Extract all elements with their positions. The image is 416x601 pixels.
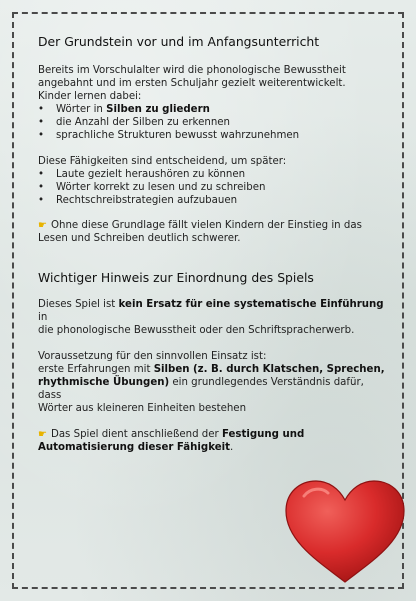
note-line-1 [38, 219, 388, 232]
experience-text: erste Erfahrungen mit [38, 364, 154, 375]
list-item: • Laute gezielt heraushören zu können [38, 168, 388, 181]
note-text-1: Ohne diese Grundlage fällt vielen Kindern der Einstieg in das [50, 220, 362, 231]
section1-heading: Der Grundstein vor und im Anfangsunterricht [38, 34, 320, 49]
pointing-hand-icon: ☛ [38, 220, 47, 231]
skills-list [38, 103, 388, 142]
final-text: Das Spiel dient anschließend der [50, 429, 222, 440]
hint-line-1 [38, 298, 388, 324]
final-text-post: . [229, 442, 234, 453]
list-item: • Rechtschreibstrategien aufzubauen [38, 194, 388, 207]
list-item-bold: Silben zu gliedern [106, 104, 210, 115]
list-item-text: Wörter in [56, 104, 107, 115]
abilities-list [38, 168, 388, 207]
requirement-line: Voraussetzung für den sinnvollen Einsatz ist: [38, 351, 267, 362]
intro-line-1: Bereits im Vorschulalter wird die phonologische Bewusstheit [38, 65, 346, 76]
hint-text: Dieses Spiel ist [38, 299, 119, 310]
list-intro: Kinder lernen dabei: [38, 91, 142, 102]
experience-line-2 [38, 376, 388, 402]
experience-line-1 [38, 363, 388, 376]
abilities-intro: Diese Fähigkeiten sind entscheidend, um später: [38, 156, 287, 167]
hint-text-post: in [38, 312, 48, 323]
document-content [38, 34, 388, 454]
intro-line-2: angebahnt und im ersten Schuljahr gezielt weiterentwickelt. [38, 78, 346, 89]
final-bold-2: Automatisierung dieser Fähigkeit [38, 442, 230, 453]
final-line-1 [38, 428, 388, 441]
final-bold-1: Festigung und [221, 429, 305, 440]
experience-line-3: Wörter aus kleineren Einheiten bestehen [38, 403, 247, 414]
final-line-2 [38, 441, 388, 454]
hint-bold: kein Ersatz für eine systematische Einführung [118, 299, 384, 310]
section2-heading: Wichtiger Hinweis zur Einordnung des Spiels [38, 270, 314, 285]
experience-bold-1: Silben (z. B. durch Klatschen, Sprechen, [153, 364, 385, 375]
list-item: • sprachliche Strukturen bewusst wahrzunehmen [38, 129, 388, 142]
heart-icon [282, 478, 408, 586]
list-item: • die Anzahl der Silben zu erkennen [38, 116, 388, 129]
note-line-2: Lesen und Schreiben deutlich schwerer. [38, 233, 241, 244]
list-item [38, 103, 388, 116]
experience-text-post: ein grundlegendes Verständnis dafür, dass [38, 377, 364, 401]
hint-line-2: die phonologische Bewusstheit oder den Schriftspracherwerb. [38, 325, 355, 336]
pointing-hand-icon: ☛ [38, 429, 47, 440]
list-item: • Wörter korrekt zu lesen und zu schreiben [38, 181, 388, 194]
experience-bold-2: rhythmische Übungen) [38, 377, 170, 388]
